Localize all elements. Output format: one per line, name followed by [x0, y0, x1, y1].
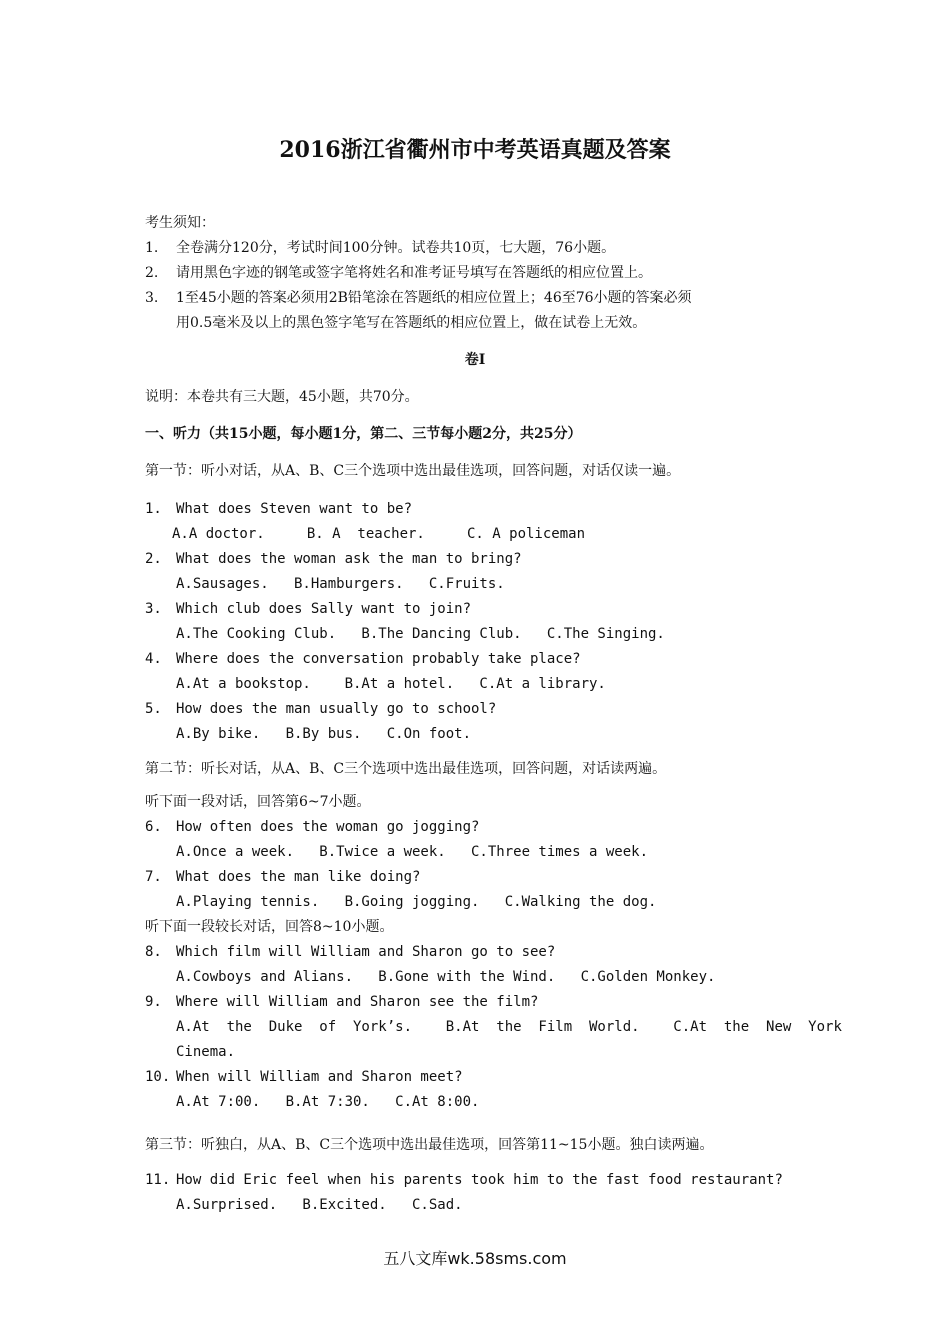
question-options: A.At 7:00. B.At 7:30. C.At 8:00. [176, 1094, 480, 1110]
question-text: How did Eric feel when his parents took him to the fast food restaurant? [176, 1172, 783, 1188]
question-options-continuation: Cinema. [176, 1044, 236, 1060]
question [145, 868, 420, 886]
footer-watermark: 五八文库wk.58sms.com [383, 1249, 567, 1268]
section-subinstruction: 听下面一段对话，回答第6~7小题。 [145, 794, 371, 810]
notice-heading: 考生须知： [145, 215, 215, 231]
question-number: 10. [145, 1069, 171, 1085]
item-number: 2. [145, 265, 159, 281]
question-options: A.At the Duke of York’s. B.At the Film World. C.At the New York [176, 1019, 842, 1035]
notice-item [145, 264, 652, 282]
item-text: 请用黑色字迹的钢笔或签字笔将姓名和准考证号填写在答题纸的相应位置上。 [176, 265, 652, 281]
question-text: How often does the woman go jogging? [176, 819, 480, 835]
question [145, 550, 522, 568]
question-text: Where will William and Sharon see the film? [176, 994, 539, 1010]
notice-item [145, 239, 615, 257]
notice-item [145, 289, 692, 307]
question-number: 8. [145, 944, 162, 960]
section-instruction: 第二节：听长对话，从A、B、C三个选项中选出最佳选项，回答问题，对话读两遍。 [145, 761, 667, 777]
question-text: How does the man usually go to school? [176, 701, 497, 717]
question-number: 11. [145, 1172, 171, 1188]
page-title: 2016浙江省衢州市中考英语真题及答案 [279, 137, 671, 163]
notice-item-continuation: 用0.5毫米及以上的黑色签字笔写在答题纸的相应位置上，做在试卷上无效。 [176, 315, 647, 331]
question-number: 1. [145, 501, 162, 517]
question-text: Which club does Sally want to join? [176, 601, 472, 617]
question-options: A.At a bookstop. B.At a hotel. C.At a library. [176, 676, 606, 692]
question-options: A.Surprised. B.Excited. C.Sad. [176, 1197, 463, 1213]
section-subinstruction: 听下面一段较长对话，回答8~10小题。 [145, 919, 394, 935]
item-text: 全卷满分120分，考试时间100分钟。试卷共10页，七大题，76小题。 [176, 240, 616, 256]
volume-heading: 卷Ⅰ [464, 352, 486, 368]
question-number: 5. [145, 701, 162, 717]
question-text: What does the woman ask the man to bring? [176, 551, 522, 567]
part-heading: 一、听力（共15小题，每小题1分，第二、三节每小题2分，共25分） [145, 426, 582, 442]
question-options: A.Sausages. B.Hamburgers. C.Fruits. [176, 576, 505, 592]
question-options: A.Once a week. B.Twice a week. C.Three times a week. [176, 844, 649, 860]
question [145, 993, 538, 1011]
question-text: Where does the conversation probably take place? [176, 651, 581, 667]
item-number: 3. [145, 290, 159, 306]
question-options: A.The Cooking Club. B.The Dancing Club. C.The Singing. [176, 626, 665, 642]
question-text: What does the man like doing? [176, 869, 421, 885]
question [145, 1068, 463, 1086]
question [145, 818, 479, 836]
question-options: A.Playing tennis. B.Going jogging. C.Walking the dog. [176, 894, 657, 910]
question-text: When will William and Sharon meet? [176, 1069, 463, 1085]
question [145, 1171, 783, 1189]
question [145, 600, 471, 618]
question-options: A.Cowboys and Alians. B.Gone with the Wind. C.Golden Monkey. [176, 969, 716, 985]
question [145, 700, 496, 718]
question-number: 3. [145, 601, 162, 617]
question-number: 9. [145, 994, 162, 1010]
question-text: Which film will William and Sharon go to see? [176, 944, 556, 960]
section-instruction: 第一节：听小对话，从A、B、C三个选项中选出最佳选项，回答问题，对话仅读一遍。 [145, 463, 681, 479]
question [145, 500, 412, 518]
question-options: A.A doctor. B. A teacher. C. A policeman [172, 526, 586, 542]
question-number: 2. [145, 551, 162, 567]
section-instruction: 第三节：听独白，从A、B、C三个选项中选出最佳选项，回答第11~15小题。独白读两遍。 [145, 1137, 714, 1153]
item-text: 1至45小题的答案必须用2B铅笔涂在答题纸的相应位置上；46至76小题的答案必须 [176, 290, 692, 306]
volume-explanation: 说明：本卷共有三大题，45小题，共70分。 [145, 389, 419, 405]
question-number: 7. [145, 869, 162, 885]
question-options: A.By bike. B.By bus. C.On foot. [176, 726, 472, 742]
question [145, 943, 555, 961]
question-number: 6. [145, 819, 162, 835]
question-number: 4. [145, 651, 162, 667]
question [145, 650, 581, 668]
question-text: What does Steven want to be? [176, 501, 413, 517]
item-number: 1. [145, 240, 159, 256]
